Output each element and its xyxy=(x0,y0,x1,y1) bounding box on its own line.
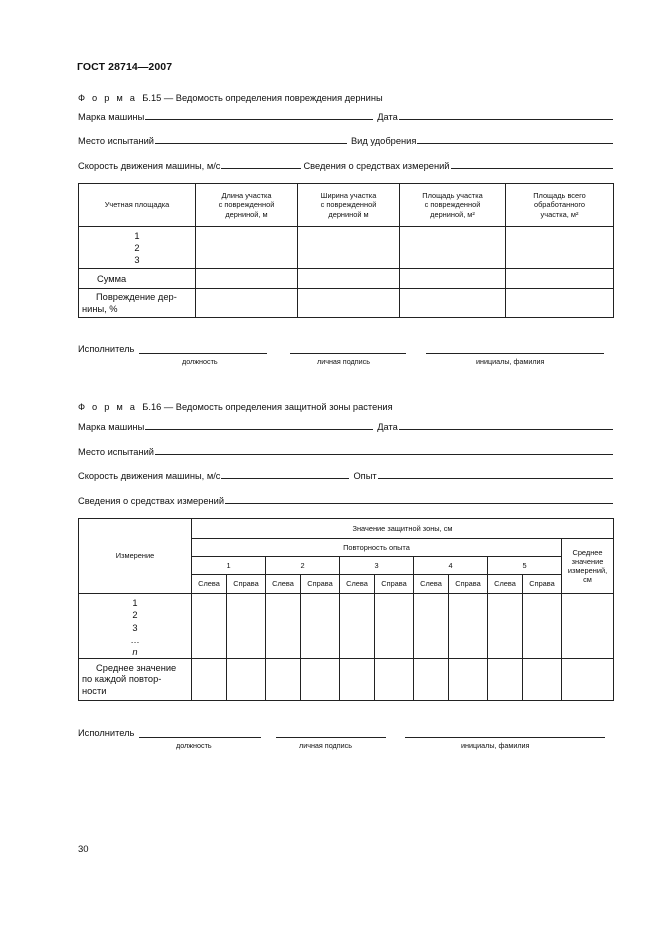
form16-table xyxy=(78,518,614,701)
form15-signature-label: Исполнитель xyxy=(78,344,135,354)
form15-title-text: Б.15 — Ведомость определения повреждения дернины xyxy=(142,93,383,103)
mean-r5-left[interactable] xyxy=(488,659,523,701)
form16-sign-signature-line[interactable] xyxy=(276,725,386,738)
th-right-3: Справа xyxy=(375,575,414,594)
label-date: Дата xyxy=(377,112,398,122)
th-mean-col-4: см xyxy=(583,575,592,585)
form16-row-place xyxy=(78,443,613,457)
th-repeat-5: 5 xyxy=(488,557,562,575)
measurement-number-3: 3 xyxy=(132,622,138,633)
damage-label-line1: Повреждение дер- xyxy=(96,292,177,302)
cell-r5-right[interactable] xyxy=(523,594,562,659)
form15-row-place xyxy=(78,132,613,146)
form16-sign-position-line[interactable] xyxy=(139,725,261,738)
th-mean-col-1: Среднее xyxy=(572,547,603,557)
label-speed-16: Скорость движения машины, м/с xyxy=(78,471,221,481)
plot-numbers xyxy=(79,227,196,269)
th-repeat-3: 3 xyxy=(340,557,414,575)
form16-sign-name-line[interactable] xyxy=(405,725,605,738)
form15-caption-signature: личная подпись xyxy=(317,357,370,366)
form16-mean-row xyxy=(79,659,614,701)
form15-sign-name-line[interactable] xyxy=(426,341,604,354)
form16-title xyxy=(78,402,393,412)
cell-area-total[interactable] xyxy=(506,227,614,269)
damage-area-damaged[interactable] xyxy=(400,289,506,318)
label-machine-16: Марка машины xyxy=(78,422,145,432)
damage-label xyxy=(79,289,196,318)
cell-r4-right[interactable] xyxy=(449,594,488,659)
cell-r3-left[interactable] xyxy=(340,594,375,659)
field-place[interactable] xyxy=(155,133,347,144)
field-place-16[interactable] xyxy=(155,444,613,455)
th-length-text: Длина участка с поврежденной дерниной, м xyxy=(218,191,275,219)
mean-r3-right[interactable] xyxy=(375,659,414,701)
label-date-16: Дата xyxy=(377,422,398,432)
th-repeat-4: 4 xyxy=(414,557,488,575)
field-machine-16[interactable] xyxy=(145,419,373,430)
sum-width[interactable] xyxy=(298,269,400,289)
th-mean-col xyxy=(562,539,614,594)
measurement-numbers xyxy=(79,594,192,659)
sum-area-damaged[interactable] xyxy=(400,269,506,289)
form15-sum-row xyxy=(79,269,614,289)
field-fertilizer[interactable] xyxy=(417,133,613,144)
form16-data-row xyxy=(79,594,614,659)
label-speed: Скорость движения машины, м/с xyxy=(78,161,221,171)
mean-row-label xyxy=(79,659,192,701)
th-area-damaged-text: Площадь участка с поврежденной дерниной, м² xyxy=(422,191,483,219)
mean-r2-right[interactable] xyxy=(301,659,340,701)
cell-r1-left[interactable] xyxy=(192,594,227,659)
th-repeat: Повторность опыта xyxy=(192,539,562,557)
mean-r1-left[interactable] xyxy=(192,659,227,701)
th-right-4: Справа xyxy=(449,575,488,594)
th-width-text: Ширина участка с поврежденной дерниной м xyxy=(320,191,377,219)
cell-r2-right[interactable] xyxy=(301,594,340,659)
form16-row-instruments xyxy=(78,492,613,506)
mean-r4-right[interactable] xyxy=(449,659,488,701)
form16-caption-name: инициалы, фамилия xyxy=(461,741,530,750)
th-area-damaged xyxy=(400,184,506,227)
th-right-5: Справа xyxy=(523,575,562,594)
th-measurement: Измерение xyxy=(79,519,192,594)
cell-length[interactable] xyxy=(196,227,298,269)
plot-number-3: 3 xyxy=(134,255,140,265)
mean-r5-right[interactable] xyxy=(523,659,562,701)
damage-area-total[interactable] xyxy=(506,289,614,318)
th-repeat-1: 1 xyxy=(192,557,266,575)
form16-title-text: Б.16 — Ведомость определения защитной зоны растения xyxy=(142,402,393,412)
plot-number-1: 1 xyxy=(134,231,140,241)
th-repeat-2: 2 xyxy=(266,557,340,575)
form15-damage-row xyxy=(79,289,614,318)
form16-caption-position: должность xyxy=(176,741,212,750)
measurement-ellipsis: … xyxy=(130,634,140,645)
label-place: Место испытаний xyxy=(78,136,154,146)
mean-r4-left[interactable] xyxy=(414,659,449,701)
plot-number-2: 2 xyxy=(134,243,140,253)
th-plot: Учетная площадка xyxy=(79,184,196,227)
field-experiment-16[interactable] xyxy=(378,468,613,479)
field-speed[interactable] xyxy=(221,158,301,169)
form16-row-speed xyxy=(78,467,613,481)
cell-r2-left[interactable] xyxy=(266,594,301,659)
sum-label: Сумма xyxy=(79,269,196,289)
field-date-16[interactable] xyxy=(399,419,613,430)
form15-title xyxy=(78,93,383,103)
field-machine[interactable] xyxy=(145,109,373,120)
cell-mean[interactable] xyxy=(562,594,614,659)
th-area-total-text: Площадь всего обработанного участка, м² xyxy=(533,191,586,219)
th-left-5: Слева xyxy=(488,575,523,594)
field-instruments[interactable] xyxy=(451,158,614,169)
label-place-16: Место испытаний xyxy=(78,447,154,457)
field-speed-16[interactable] xyxy=(221,468,349,479)
measurement-number-2: 2 xyxy=(132,610,138,621)
cell-area-damaged[interactable] xyxy=(400,227,506,269)
form15-prefix: Ф о р м а xyxy=(78,93,138,103)
cell-r5-left[interactable] xyxy=(488,594,523,659)
label-instruments-16: Сведения о средствах измерений xyxy=(78,496,225,506)
mean-row-label-1: Среднее значение xyxy=(96,662,177,673)
form16-prefix: Ф о р м а xyxy=(78,402,138,412)
label-instruments: Сведения о средствах измерений xyxy=(303,161,450,171)
th-right-2: Справа xyxy=(301,575,340,594)
cell-width[interactable] xyxy=(298,227,400,269)
mean-row-label-3: ности xyxy=(82,685,107,696)
cell-r1-right[interactable] xyxy=(227,594,266,659)
page-number: 30 xyxy=(78,844,89,855)
form15-header-row xyxy=(79,184,614,227)
document-header: ГОСТ 28714—2007 xyxy=(77,61,173,73)
field-date[interactable] xyxy=(399,109,613,120)
form15-sign-signature-line[interactable] xyxy=(290,341,406,354)
damage-length[interactable] xyxy=(196,289,298,318)
cell-r4-left[interactable] xyxy=(414,594,449,659)
damage-label-line2: нины, % xyxy=(82,304,118,314)
form15-row-speed xyxy=(78,157,613,171)
form16-signature-label: Исполнитель xyxy=(78,728,135,738)
mean-row-label-2: по каждой повтор- xyxy=(82,674,162,685)
th-left-4: Слева xyxy=(414,575,449,594)
form16-caption-signature: личная подпись xyxy=(299,741,352,750)
th-left-2: Слева xyxy=(266,575,301,594)
form15-caption-position: должность xyxy=(182,357,218,366)
mean-r2-left[interactable] xyxy=(266,659,301,701)
th-zone-value: Значение защитной зоны, см xyxy=(192,519,614,539)
th-width xyxy=(298,184,400,227)
form15-sign-position-line[interactable] xyxy=(139,341,267,354)
mean-r3-left[interactable] xyxy=(340,659,375,701)
form16-header-row-1 xyxy=(79,519,614,539)
label-experiment-16: Опыт xyxy=(353,471,377,481)
mean-r1-right[interactable] xyxy=(227,659,266,701)
th-area-total xyxy=(506,184,614,227)
sum-length[interactable] xyxy=(196,269,298,289)
form15-data-row xyxy=(79,227,614,269)
form16-row-machine xyxy=(78,418,613,432)
cell-r3-right[interactable] xyxy=(375,594,414,659)
measurement-number-1: 1 xyxy=(132,598,138,608)
field-instruments-16[interactable] xyxy=(225,493,613,504)
th-length xyxy=(196,184,298,227)
damage-width[interactable] xyxy=(298,289,400,318)
sum-area-total[interactable] xyxy=(506,269,614,289)
form15-table xyxy=(78,183,614,318)
th-mean-col-3: измерений, xyxy=(567,566,608,575)
form15-row-machine xyxy=(78,108,613,122)
th-mean-col-2: значение xyxy=(571,556,604,566)
label-machine: Марка машины xyxy=(78,112,145,122)
label-fertilizer: Вид удобрения xyxy=(350,136,417,146)
form15-caption-name: инициалы, фамилия xyxy=(476,357,545,366)
th-right-1: Справа xyxy=(227,575,266,594)
mean-mean[interactable] xyxy=(562,659,614,701)
measurement-number-n: n xyxy=(132,647,138,658)
th-left-1: Слева xyxy=(192,575,227,594)
th-left-3: Слева xyxy=(340,575,375,594)
